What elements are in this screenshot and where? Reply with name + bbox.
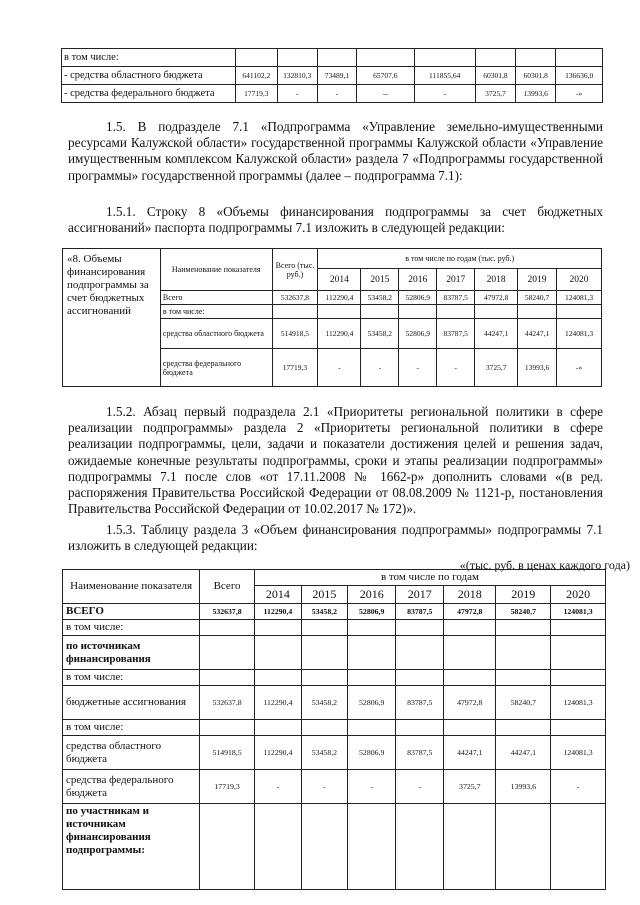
main-row-total	[200, 804, 255, 890]
passport-year: 2019	[518, 269, 557, 291]
top-row-value: 17719,3	[235, 85, 277, 103]
top-row-label: - средства федерального бюджета	[62, 85, 236, 103]
main-row-value	[254, 804, 301, 890]
top-row-value: -	[414, 85, 475, 103]
top-table-row	[62, 67, 603, 85]
main-row-value: 47972,8	[444, 604, 496, 620]
top-row-value: 641102,2	[235, 67, 277, 85]
main-row-value	[551, 636, 606, 670]
main-row-name: бюджетные ассигнования	[63, 686, 200, 720]
passport-row-value	[518, 305, 557, 319]
passport-row-value: 3725,7	[475, 349, 518, 387]
passport-row-value: 58240,7	[518, 291, 557, 305]
main-row-value: 83787,5	[396, 736, 444, 770]
main-row-value: 58240,7	[496, 604, 551, 620]
main-row-name: по источникам финансирования	[63, 636, 200, 670]
passport-year: 2015	[361, 269, 399, 291]
main-row-value	[396, 670, 444, 686]
main-row-value	[551, 804, 606, 890]
main-row-value: 83787,5	[396, 686, 444, 720]
main-row-total: 532637,8	[200, 686, 255, 720]
main-row-value	[551, 670, 606, 686]
main-row-value	[347, 620, 395, 636]
passport-row-value: 44247,1	[518, 319, 557, 349]
passport-year: 2014	[318, 269, 361, 291]
passport-row-value: 112290,4	[318, 291, 361, 305]
main-row-value	[551, 720, 606, 736]
main-col-years: в том числе по годам	[254, 570, 605, 586]
top-row-value: 65707,6	[357, 67, 415, 85]
main-year: 2014	[254, 586, 301, 604]
top-row-label: - средства областного бюджета	[62, 67, 236, 85]
top-row-value: -	[317, 85, 356, 103]
passport-row-name: средства областного бюджета	[160, 319, 272, 349]
main-row-value	[496, 620, 551, 636]
main-row-total: 17719,3	[200, 770, 255, 804]
main-row-value: -	[347, 770, 395, 804]
main-row-value: 124081,3	[551, 736, 606, 770]
main-row-name: ВСЕГО	[63, 604, 200, 620]
passport-col-name: Наименование показателя	[160, 249, 272, 291]
passport-row-value: 53458,2	[361, 319, 399, 349]
passport-row-value: 112290,4	[318, 319, 361, 349]
main-table-row	[63, 604, 606, 620]
main-row-name: средства федерального бюджета	[63, 770, 200, 804]
passport-row-total	[272, 305, 318, 319]
passport-row-value: 52806,9	[399, 319, 437, 349]
main-table-row	[63, 620, 606, 636]
top-row-value	[235, 49, 277, 67]
passport-row-value: 83787,5	[437, 291, 475, 305]
financing-table	[62, 569, 606, 890]
passport-row-total: 17719,3	[272, 349, 318, 387]
main-row-value: 52806,9	[347, 604, 395, 620]
main-table-row	[63, 686, 606, 720]
main-row-value	[347, 804, 395, 890]
main-year: 2018	[444, 586, 496, 604]
passport-table	[62, 248, 602, 387]
main-row-name: в том числе:	[63, 720, 200, 736]
main-row-value	[347, 636, 395, 670]
passport-row-label: «8. Объемы финансирования подпрограммы за счет бюджетных ассигнований	[63, 249, 161, 387]
main-row-total: 514918,5	[200, 736, 255, 770]
main-row-value: 53458,2	[301, 604, 347, 620]
main-row-value: 112290,4	[254, 686, 301, 720]
paragraph-1-5-1: 1.5.1. Строку 8 «Объемы финансирования подпрограммы за счет бюджетных ассигнований» паспорта подпрограммы 7.1 изложить в следующей редакции:	[68, 204, 603, 236]
main-row-value	[496, 670, 551, 686]
main-row-total: 532637,8	[200, 604, 255, 620]
main-table-row	[63, 670, 606, 686]
passport-row-total: 514918,5	[272, 319, 318, 349]
passport-row-value	[399, 305, 437, 319]
main-year: 2020	[551, 586, 606, 604]
main-row-value: 44247,1	[444, 736, 496, 770]
top-row-value: 3725,7	[475, 85, 515, 103]
main-row-total	[200, 670, 255, 686]
passport-row-value: -»	[557, 349, 602, 387]
passport-row-value	[437, 305, 475, 319]
top-table-row	[62, 49, 603, 67]
main-year: 2019	[496, 586, 551, 604]
top-row-value: 132810,3	[277, 67, 317, 85]
paragraph-1-5-2: 1.5.2. Абзац первый подраздела 2.1 «Приоритеты региональной политики в сфере реализации подпрограммы» раздела 2 «Приоритеты региональной политики в сфере реализации подпрограммы, цели, задачи и показатели достижения целей и решения задач, ожидаемые конечные результаты подпрограммы, сроки и этапы реализации подпрограммы» подпрограммы 7.1 после слов «от 17.11.2008 № 1662-р» дополнить словами «(в ред. распоряжения Правительства Российской Федерации от 08.08.2009 № 1121-р, постановления Правительства Российской Федерации от 10.02.2017 № 172)».	[68, 404, 603, 517]
main-table-row	[63, 736, 606, 770]
main-row-value	[301, 670, 347, 686]
passport-row-value: 13993,6	[518, 349, 557, 387]
passport-row-name: Всего	[160, 291, 272, 305]
passport-row-value	[557, 305, 602, 319]
main-year: 2016	[347, 586, 395, 604]
top-fragment-table	[61, 48, 603, 103]
main-row-value: 52806,9	[347, 686, 395, 720]
main-row-value: 44247,1	[496, 736, 551, 770]
main-row-value: 47972,8	[444, 686, 496, 720]
main-row-value	[444, 804, 496, 890]
top-row-label: в том числе:	[62, 49, 236, 67]
main-row-value	[496, 636, 551, 670]
main-row-value	[301, 804, 347, 890]
passport-row-value: 52806,9	[399, 291, 437, 305]
main-row-value: 112290,4	[254, 604, 301, 620]
main-row-value	[301, 620, 347, 636]
main-row-value	[444, 636, 496, 670]
main-row-value	[301, 720, 347, 736]
top-row-value: 73489,1	[317, 67, 356, 85]
main-row-value	[347, 670, 395, 686]
passport-year: 2020	[557, 269, 602, 291]
main-row-name: в том числе:	[63, 670, 200, 686]
main-col-total: Всего	[200, 570, 255, 604]
passport-row-name: в том числе:	[160, 305, 272, 319]
passport-row-value: 124081,3	[557, 291, 602, 305]
main-row-value: -	[396, 770, 444, 804]
top-row-value	[556, 49, 603, 67]
passport-year: 2016	[399, 269, 437, 291]
main-row-name: средства областного бюджета	[63, 736, 200, 770]
main-row-value	[396, 804, 444, 890]
main-table-row	[63, 720, 606, 736]
main-row-value: -	[254, 770, 301, 804]
top-row-value: 60301,8	[516, 67, 556, 85]
passport-col-total: Всего (тыс. руб.)	[272, 249, 318, 291]
passport-row-value: -	[437, 349, 475, 387]
top-row-value: -»	[556, 85, 603, 103]
top-table-row	[62, 85, 603, 103]
main-row-value: -	[551, 770, 606, 804]
passport-year: 2017	[437, 269, 475, 291]
passport-row-name: средства федерального бюджета	[160, 349, 272, 387]
main-row-total	[200, 620, 255, 636]
passport-row-value: 124081,3	[557, 319, 602, 349]
main-row-value	[396, 620, 444, 636]
main-row-value	[551, 620, 606, 636]
main-col-name: Наименование показателя	[63, 570, 200, 604]
passport-row-value: 47972,8	[475, 291, 518, 305]
top-row-value: 111855,64	[414, 67, 475, 85]
main-row-total	[200, 636, 255, 670]
top-row-value	[317, 49, 356, 67]
passport-year: 2018	[475, 269, 518, 291]
main-row-value	[496, 720, 551, 736]
passport-row-value: 83787,5	[437, 319, 475, 349]
passport-row-value	[318, 305, 361, 319]
top-row-value	[277, 49, 317, 67]
paragraph-1-5: 1.5. В подразделе 7.1 «Подпрограмма «Управление земельно-имущественными ресурсами Калужской области» государственной программы Калужской области «Управление имущественным комплексом Калужской области» раздела 7 «Подпрограммы государственной программы» государственной программы (далее – подпрограмма 7.1):	[68, 119, 603, 183]
top-row-value	[475, 49, 515, 67]
paragraph-1-5-3: 1.5.3. Таблицу раздела 3 «Объем финансирования подпрограммы» подпрограммы 7.1 изложить в следующей редакции:	[68, 522, 603, 554]
passport-row-value	[361, 305, 399, 319]
main-row-value	[444, 620, 496, 636]
top-row-value: 136636,0	[556, 67, 603, 85]
main-row-value	[347, 720, 395, 736]
top-row-value	[357, 49, 415, 67]
main-row-value: 52806,9	[347, 736, 395, 770]
top-row-value	[414, 49, 475, 67]
main-table-row	[63, 770, 606, 804]
passport-row-value: 53458,2	[361, 291, 399, 305]
main-table-row	[63, 804, 606, 890]
main-row-value	[254, 720, 301, 736]
main-row-value	[301, 636, 347, 670]
main-row-total	[200, 720, 255, 736]
main-row-name: по участникам и источникам финансирования подпрограммы:	[63, 804, 200, 890]
passport-row-value	[475, 305, 518, 319]
main-year: 2017	[396, 586, 444, 604]
passport-row-total: 532637,8	[272, 291, 318, 305]
main-row-name: в том числе:	[63, 620, 200, 636]
main-row-value	[396, 636, 444, 670]
main-row-value	[444, 670, 496, 686]
passport-row-value: -	[318, 349, 361, 387]
main-row-value: -	[301, 770, 347, 804]
main-row-value: 124081,3	[551, 686, 606, 720]
unit-note: «(тыс. руб. в ценах каждого года)	[459, 558, 630, 572]
main-row-value	[444, 720, 496, 736]
main-row-value: 13993,6	[496, 770, 551, 804]
main-year: 2015	[301, 586, 347, 604]
main-table-row	[63, 636, 606, 670]
main-row-value: 3725,7	[444, 770, 496, 804]
top-row-value: --	[357, 85, 415, 103]
passport-row-value: -	[399, 349, 437, 387]
top-row-value: -	[277, 85, 317, 103]
main-row-value	[254, 636, 301, 670]
main-row-value: 53458,2	[301, 686, 347, 720]
passport-row-value: 44247,1	[475, 319, 518, 349]
main-row-value: 124081,3	[551, 604, 606, 620]
main-row-value	[254, 620, 301, 636]
main-row-value	[254, 670, 301, 686]
main-row-value: 83787,5	[396, 604, 444, 620]
top-row-value: 13993,6	[516, 85, 556, 103]
main-row-value: 112290,4	[254, 736, 301, 770]
top-row-value	[516, 49, 556, 67]
main-row-value	[496, 804, 551, 890]
passport-col-years: в том числе по годам (тыс. руб.)	[318, 249, 602, 269]
main-row-value	[396, 720, 444, 736]
main-row-value: 53458,2	[301, 736, 347, 770]
passport-row-value: -	[361, 349, 399, 387]
main-row-value: 58240,7	[496, 686, 551, 720]
top-row-value: 60301,8	[475, 67, 515, 85]
